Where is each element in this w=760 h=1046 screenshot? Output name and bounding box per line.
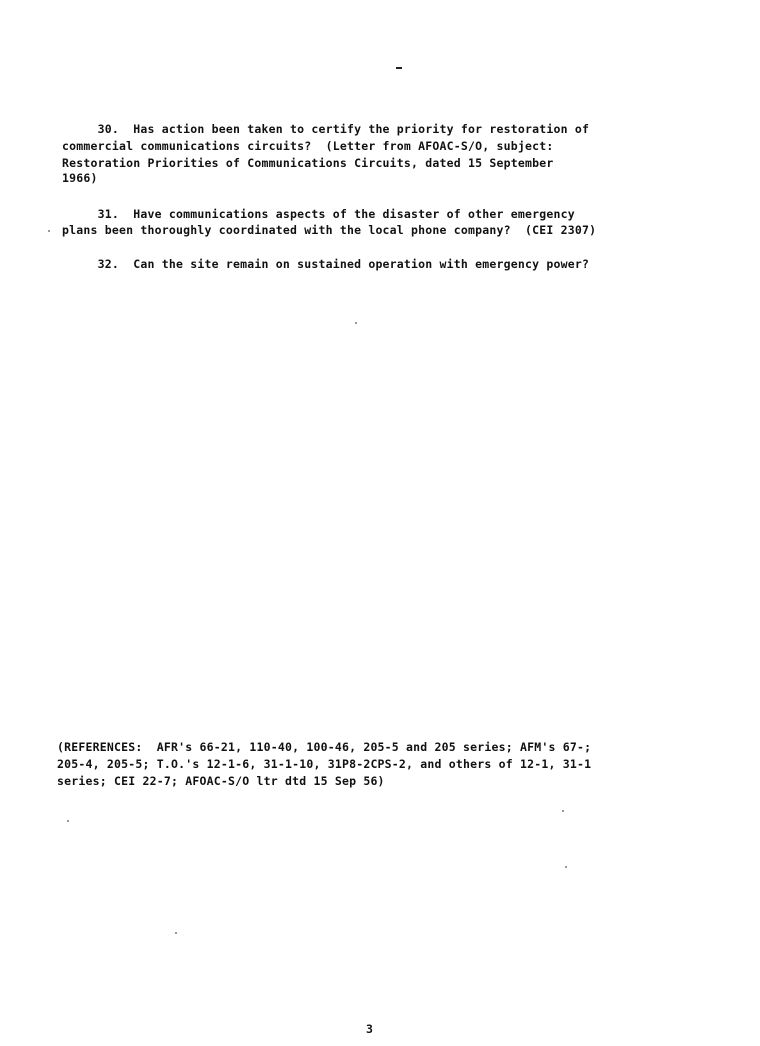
item-31-line-1: 31. Have communications aspects of the disaster of other emergency: [62, 207, 575, 221]
item-30-line-3: Restoration Priorities of Communications Circuits, dated 15 September: [62, 156, 554, 170]
item-30-line-4: 1966): [62, 171, 98, 185]
item-30-line-2: commercial communications circuits? (Letter from AFOAC-S/O, subject:: [62, 139, 554, 153]
scan-speck: [565, 866, 567, 868]
references-line-2: 205-4, 205-5; T.O.'s 12-1-6, 31-1-10, 31P8-2CPS-2, and others of 12-1, 31-1: [57, 757, 592, 771]
references-line-3: series; CEI 22-7; AFOAC-S/O ltr dtd 15 Sep 56): [57, 774, 385, 788]
item-31-line-2: plans been thoroughly coordinated with the local phone company? (CEI 2307): [62, 223, 597, 237]
item-30-line-1: 30. Has action been taken to certify the priority for restoration of: [62, 122, 590, 136]
scan-speck: [175, 932, 177, 934]
scan-speck: [355, 322, 357, 324]
top-mark: [396, 67, 402, 69]
item-32-line-1: 32. Can the site remain on sustained operation with emergency power?: [62, 257, 590, 271]
references-line-1: (REFERENCES: AFR's 66-21, 110-40, 100-46, 205-5 and 205 series; AFM's 67-;: [57, 740, 592, 754]
page-number: 3: [366, 1022, 374, 1036]
scan-speck: [48, 230, 50, 232]
scan-speck: [562, 810, 564, 812]
scan-speck: [67, 820, 69, 822]
